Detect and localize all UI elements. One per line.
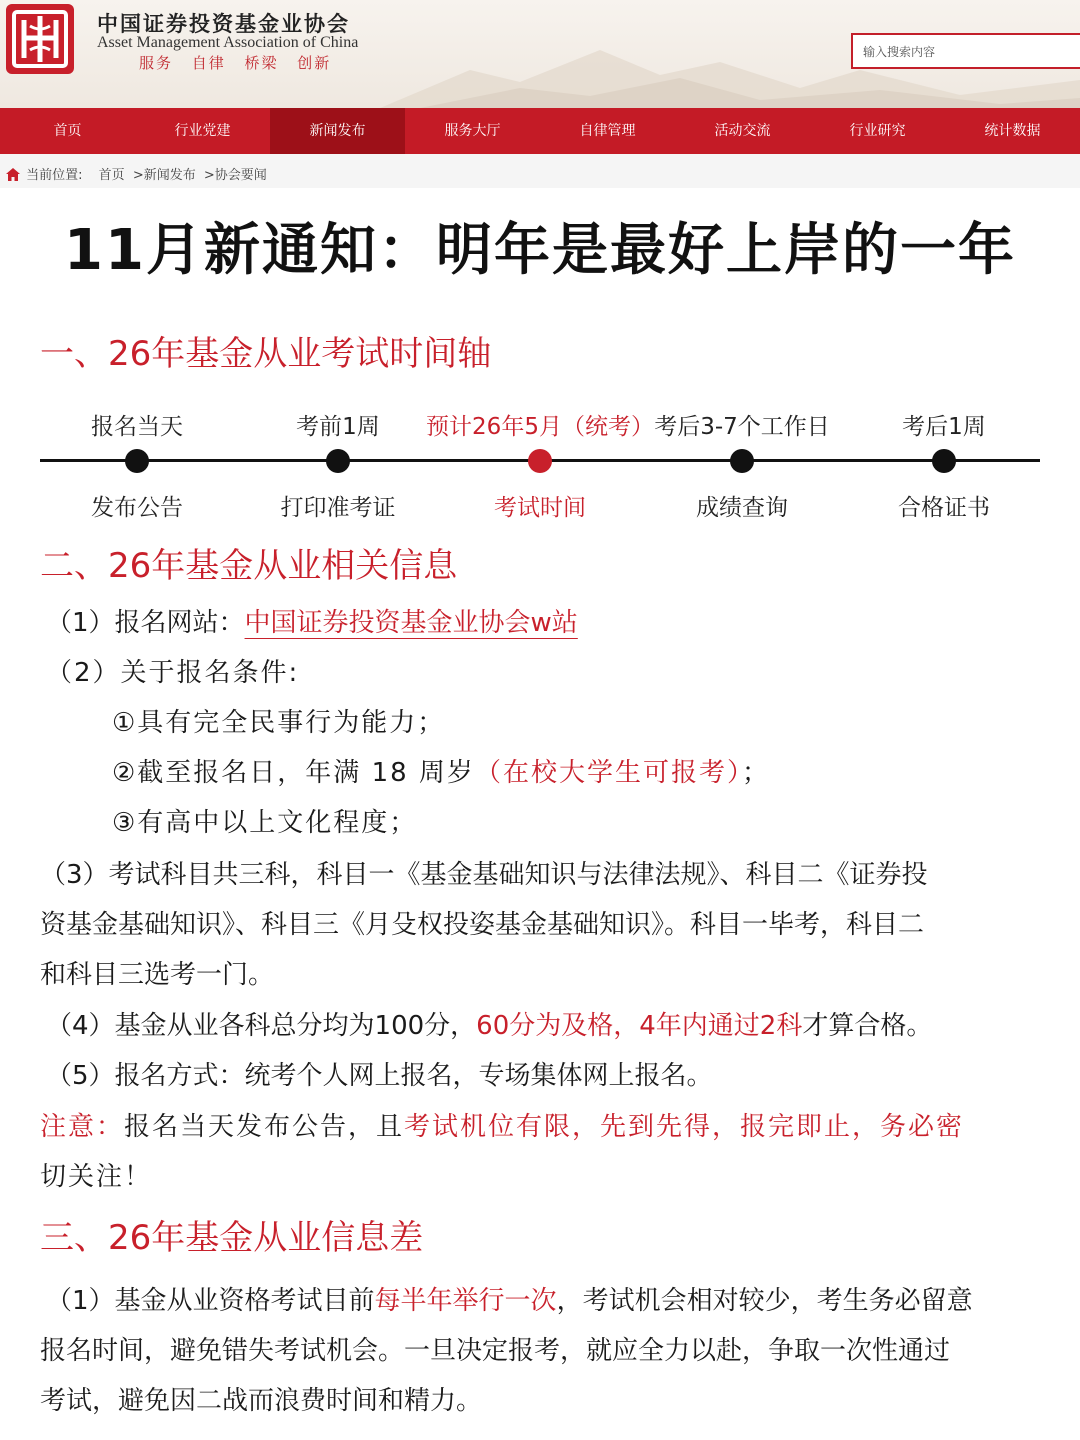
notice-text: 报名当天发布公告，且 — [124, 1112, 405, 1142]
slogan: 服务 自律 桥梁 创新 — [139, 54, 332, 72]
condition-1: ①具有完全民事行为能力； — [112, 708, 446, 738]
gap-item-1-highlight: 每半年举行一次 — [374, 1286, 557, 1316]
nav-item-home[interactable]: 首页 — [53, 123, 82, 139]
gap-item-1-rest: ，考试机会相对较少，考生务必留意 — [556, 1286, 973, 1316]
breadcrumb-assoc-news[interactable]: >协会要闻 — [203, 168, 267, 183]
timeline-node-when: 报名当天 — [91, 414, 183, 440]
notice-label: 注意： — [40, 1112, 125, 1142]
site-header — [0, 0, 1080, 108]
nav-item-regulation[interactable]: 自律管理 — [579, 123, 636, 139]
info-item-4-text: （4）基金从业各科总分均为100分， — [46, 1011, 477, 1041]
gap-item-1-line3: 考试，避免因二战而浪费时间和精力。 — [40, 1386, 483, 1416]
registration-site-link[interactable]: 中国证券投资基金业协会w站 — [244, 608, 578, 638]
timeline-node-event: 合格证书 — [898, 495, 990, 521]
timeline-dot — [932, 449, 956, 473]
timeline-node-when: 预计26年5月（统考） — [426, 414, 654, 440]
breadcrumb-prefix: 当前位置: — [26, 168, 83, 183]
info-item-3-line1: （3）考试科目共三科，科目一《基金基础知识与法律法规》、科目二《证券投 — [40, 860, 928, 890]
timeline-node-event: 发布公告 — [91, 495, 183, 521]
page-title: 11月新通知：明年是最好上岸的一年 — [64, 218, 1016, 283]
condition-3: ③有高中以上文化程度； — [112, 808, 418, 838]
breadcrumb-home[interactable]: 首页 — [98, 168, 125, 183]
section3-heading: 三、26年基金从业信息差 — [40, 1218, 424, 1258]
org-name-cn: 中国证券投资基金业协会 — [97, 11, 350, 36]
gap-item-1-text: （1）基金从业资格考试目前 — [46, 1286, 375, 1316]
search-input[interactable]: 输入搜索内容 — [851, 33, 1080, 69]
timeline-node-event: 考试时间 — [494, 495, 586, 521]
section1-heading: 一、26年基金从业考试时间轴 — [40, 334, 492, 374]
condition-2-note: （在校大学生可报考） — [474, 758, 742, 788]
timeline-dot — [326, 449, 350, 473]
condition-2-text: ②截至报名日，年满 18 周岁 — [112, 758, 475, 788]
breadcrumb-news[interactable]: >新闻发布 — [132, 168, 196, 183]
gap-item-1-line1 — [46, 1276, 1051, 1326]
notice-line2: 切关注！ — [40, 1162, 153, 1192]
breadcrumb — [0, 154, 1080, 188]
timeline-node-when: 考前1周 — [296, 414, 380, 440]
info-item-3-line2: 资基金基础知识》、科目三《月殳权投姿基金基础知识》。科目一毕考，科目二 — [40, 910, 925, 940]
nav-item-service[interactable]: 服务大厅 — [444, 123, 501, 139]
timeline-dot — [125, 449, 149, 473]
timeline-node-when: 考后1周 — [902, 414, 986, 440]
amac-logo-icon — [4, 2, 76, 76]
timeline-dot-highlight — [528, 449, 552, 473]
info-item-4 — [46, 1001, 1051, 1051]
info-item-4-highlight: 60分为及格，4年内通过2科 — [476, 1011, 803, 1041]
info-item-4-end: 才算合格。 — [802, 1011, 933, 1041]
condition-2 — [112, 748, 1080, 798]
nav-item-party[interactable]: 行业党建 — [174, 123, 231, 139]
nav-item-events[interactable]: 活动交流 — [714, 123, 771, 139]
notice-highlight: 考试机位有限，先到先得，报完即止，务必密 — [404, 1112, 965, 1142]
condition-2-end: ； — [741, 758, 770, 788]
org-name-en: Asset Management Association of China — [97, 34, 359, 51]
info-item-3-line3: 和科目三选考一门。 — [40, 960, 275, 990]
exam-timeline — [0, 400, 1080, 530]
info-item-1 — [46, 598, 1051, 648]
main-nav — [0, 108, 1080, 154]
notice-line1 — [40, 1102, 1045, 1152]
info-item-1-prefix: （1）报名网站： — [46, 608, 245, 638]
timeline-node-event: 成绩查询 — [696, 495, 788, 521]
timeline-node-when: 考后3-7个工作日 — [654, 414, 830, 440]
timeline-dot — [730, 449, 754, 473]
section2-heading: 二、26年基金从业相关信息 — [40, 546, 458, 586]
info-item-2: （2）关于报名条件: — [46, 658, 300, 688]
nav-item-research[interactable]: 行业研究 — [849, 123, 906, 139]
nav-item-statistics[interactable]: 统计数据 — [984, 123, 1041, 139]
nav-item-news[interactable]: 新闻发布 — [270, 108, 405, 154]
home-icon — [6, 168, 20, 181]
timeline-node-event: 打印准考证 — [280, 495, 396, 521]
info-item-5: （5）报名方式：统考个人网上报名，专场集体网上报名。 — [46, 1061, 713, 1091]
gap-item-1-line2: 报名时间，避免错失考试机会。一旦决定报考，就应全力以赴，争取一次性通过 — [40, 1336, 951, 1366]
